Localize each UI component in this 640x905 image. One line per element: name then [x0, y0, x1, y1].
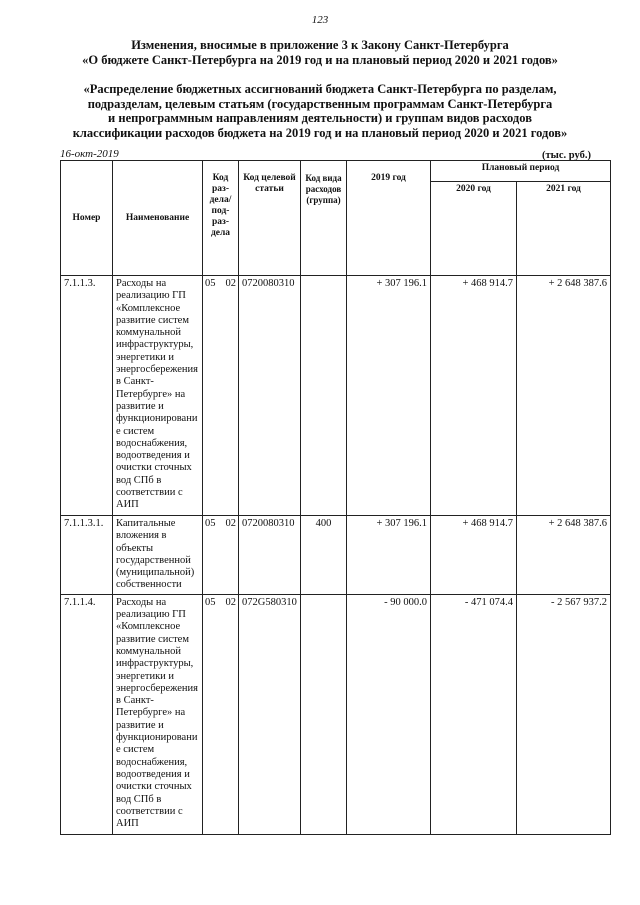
razd-code: 05 — [205, 518, 216, 529]
budget-table — [60, 160, 611, 835]
header-name: Наименование — [113, 161, 203, 276]
row-num: 7.1.1.3.1. — [61, 516, 113, 595]
razd-code: 05 — [205, 596, 216, 608]
title-line: «О бюджете Санкт-Петербурга на 2019 год и на плановый период 2020 и 2021 годов» — [82, 53, 558, 67]
header-vid: Код вида расходов (группа) — [301, 161, 347, 276]
podrazd-code: 02 — [225, 596, 236, 608]
row-name: Капитальные вложения в объекты государственной (муниципальной) собственности — [113, 516, 203, 595]
row-vid: 400 — [301, 516, 347, 595]
row-tsel: 0720080310 — [239, 276, 301, 516]
row-num: 7.1.1.4. — [61, 594, 113, 834]
document-subtitle — [40, 82, 600, 140]
subtitle-line: «Распределение бюджетных ассигнований бюджета Санкт-Петербурга по разделам, — [83, 82, 557, 96]
table-row — [61, 276, 611, 516]
header-razd: Код раз-дела/ под-раз-дела — [203, 161, 239, 276]
podrazd-code: 02 — [225, 518, 236, 529]
subtitle-line: подразделам, целевым статьям (государственным программам Санкт-Петербурга — [87, 96, 553, 111]
row-2021: + 2 648 387.6 — [517, 516, 611, 595]
row-2019: + 307 196.1 — [347, 276, 431, 516]
document-title — [40, 38, 600, 68]
row-razd — [203, 516, 239, 595]
table-row — [61, 516, 611, 595]
row-vid — [301, 276, 347, 516]
row-name: Расходы на реализацию ГП «Комплексное развитие систем коммунальной инфраструктуры, энергетики и энергосбережения в Санкт-Петербурге» на развитие и функционировани е систем водоснабжения, водоотведения и очистки сточных вод СПб в соответствии с АИП — [113, 276, 203, 516]
row-name: Расходы на реализацию ГП «Комплексное развитие систем коммунальной инфраструктуры, энергетики и энергосбережения в Санкт-Петербурге» на развитие и функционировани е систем водоснабжения, водоотведения и очистки сточных вод СПб в соответствии с АИП — [113, 594, 203, 834]
row-tsel: 0720080310 — [239, 516, 301, 595]
header-plan-period: Плановый период — [431, 161, 611, 182]
row-tsel: 072G580310 — [239, 594, 301, 834]
row-razd — [203, 276, 239, 516]
row-num: 7.1.1.3. — [61, 276, 113, 516]
razd-code: 05 — [205, 278, 216, 289]
header-tsel: Код целевой статьи — [239, 161, 301, 276]
row-2021: + 2 648 387.6 — [517, 276, 611, 516]
podrazd-code: 02 — [225, 278, 236, 289]
header-num: Номер — [61, 161, 113, 276]
row-razd — [203, 594, 239, 834]
row-2020: - 471 074.4 — [431, 594, 517, 834]
header-2019: 2019 год — [347, 161, 431, 276]
row-vid — [301, 594, 347, 834]
document-date: 16-окт-2019 — [60, 148, 119, 160]
header-2020: 2020 год — [431, 182, 517, 276]
row-2019: - 90 000.0 — [347, 594, 431, 834]
table-row — [61, 594, 611, 834]
title-line: Изменения, вносимые в приложение 3 к Закону Санкт-Петербурга — [131, 38, 509, 52]
row-2020: + 468 914.7 — [431, 516, 517, 595]
row-2019: + 307 196.1 — [347, 516, 431, 595]
units-label: (тыс. руб.) — [542, 150, 591, 161]
subtitle-line: классификации расходов бюджета на 2019 год и на плановый период 2020 и 2021 годов» — [72, 125, 568, 140]
row-2020: + 468 914.7 — [431, 276, 517, 516]
row-2021: - 2 567 937.2 — [517, 594, 611, 834]
header-2021: 2021 год — [517, 182, 611, 276]
page-number: 123 — [311, 14, 329, 26]
subtitle-line: и непрограммным направлениям деятельности) и группам видов расходов — [108, 111, 532, 125]
